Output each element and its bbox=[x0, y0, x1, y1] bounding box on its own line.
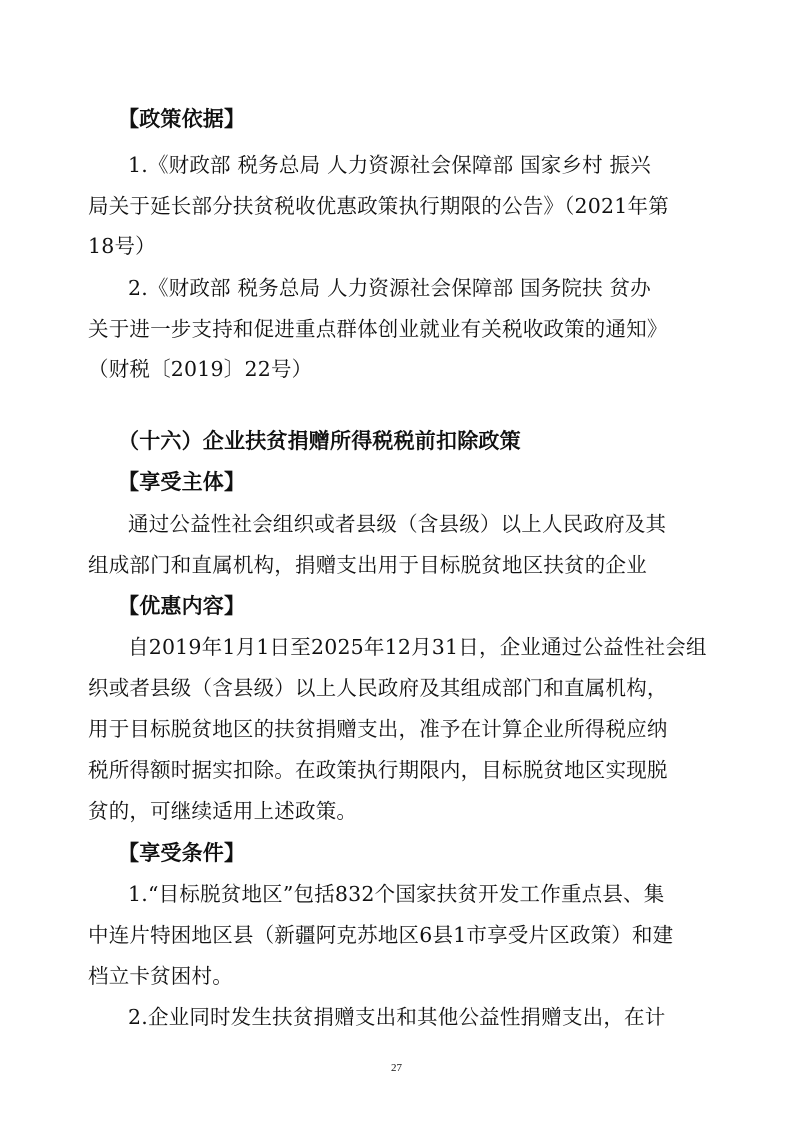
subject-line2: 组成部门和直属机构，捐赠支出用于目标脱贫地区扶贫的企业 bbox=[88, 553, 647, 577]
cond1-line1: 1.“目标脱贫地区”包括832个国家扶贫开发工作重点县、集 bbox=[128, 882, 665, 906]
basis-item2-line3: （财税〔2019〕22号） bbox=[88, 357, 313, 381]
section16-title: （十六）企业扶贫捐赠所得税税前扣除政策 bbox=[118, 429, 521, 453]
content-line5: 贫的，可继续适用上述政策。 bbox=[88, 799, 358, 823]
basis-item1-line2: 局关于延长部分扶贫税收优惠政策执行期限的公告》（2021年第 bbox=[88, 194, 669, 218]
content-line4: 税所得额时据实扣除。在政策执行期限内，目标脱贫地区实现脱 bbox=[88, 758, 668, 782]
cond2-line1: 2.企业同时发生扶贫捐赠支出和其他公益性捐赠支出，在计 bbox=[128, 1005, 666, 1029]
subject-line1: 通过公益性社会组织或者县级（含县级）以上人民政府及其 bbox=[128, 512, 667, 536]
policy-basis-heading: 【政策依据】 bbox=[118, 107, 246, 131]
conditions-heading: 【享受条件】 bbox=[118, 841, 246, 865]
basis-item2-line2: 关于进一步支持和促进重点群体创业就业有关税收政策的通知》 bbox=[88, 317, 668, 341]
cond1-line3: 档立卡贫困村。 bbox=[88, 964, 233, 988]
content-heading: 【优惠内容】 bbox=[118, 594, 246, 618]
cond1-line2: 中连片特困地区县（新疆阿克苏地区6县1市享受片区政策）和建 bbox=[88, 923, 674, 947]
basis-item1-line1: 1.《财政部 税务总局 人力资源社会保障部 国家乡村 振兴 bbox=[128, 153, 651, 177]
page-number: 27 bbox=[391, 1062, 402, 1074]
content-line3: 用于目标脱贫地区的扶贫捐赠支出，准予在计算企业所得税应纳 bbox=[88, 717, 668, 741]
basis-item2-line1: 2.《财政部 税务总局 人力资源社会保障部 国务院扶 贫办 bbox=[128, 276, 651, 300]
content-line2: 织或者县级（含县级）以上人民政府及其组成部门和直属机构， bbox=[88, 676, 668, 700]
content-line1: 自2019年1月1日至2025年12月31日，企业通过公益性社会组 bbox=[128, 635, 707, 659]
subject-heading: 【享受主体】 bbox=[118, 470, 246, 494]
basis-item1-line3: 18号） bbox=[88, 234, 156, 258]
